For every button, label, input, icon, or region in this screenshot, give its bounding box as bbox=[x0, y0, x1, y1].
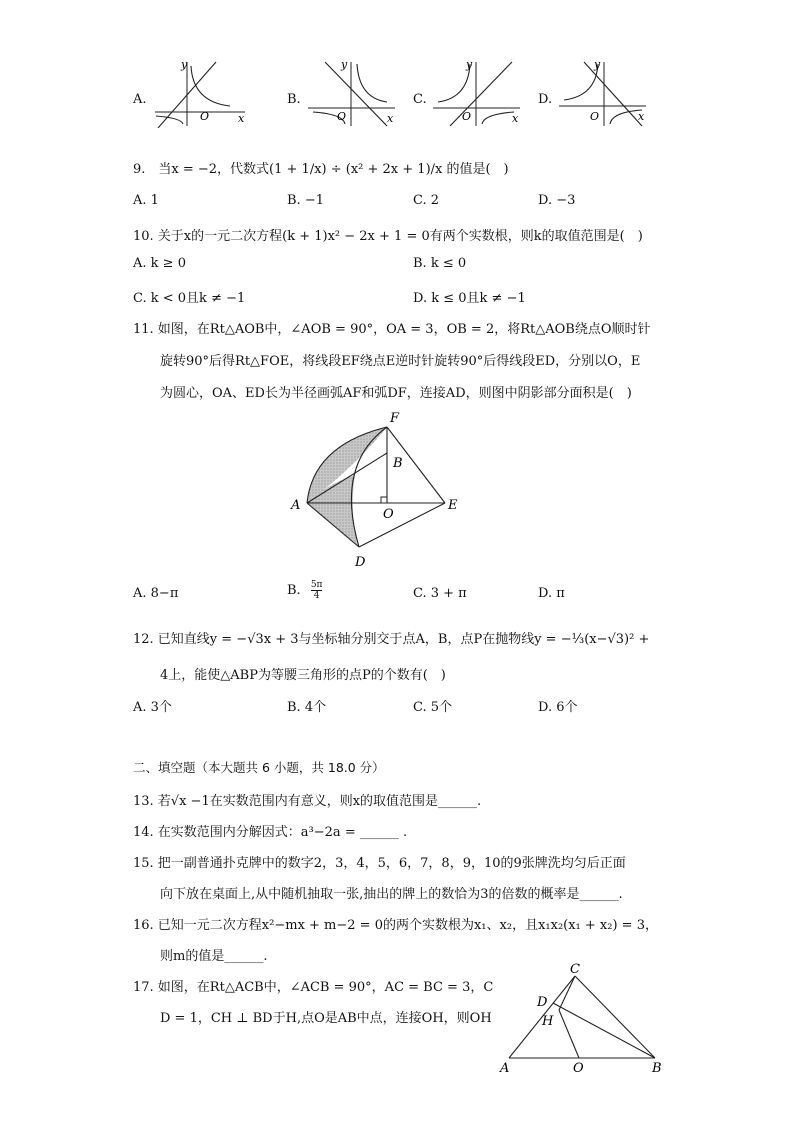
q17-label-d: D bbox=[537, 995, 548, 1010]
q8-a-origin-label: O bbox=[200, 110, 210, 123]
q11-figure bbox=[285, 405, 470, 575]
q8-c-origin-label: O bbox=[462, 110, 472, 123]
q12-option-a: A. 3个 bbox=[133, 700, 172, 715]
q10-option-d: D. k ≤ 0且k ≠ −1 bbox=[413, 291, 526, 306]
q17-figure bbox=[495, 962, 670, 1077]
q14-text: 14. 在实数范围内分解因式：a³−2a = ______ . bbox=[133, 825, 408, 840]
q8-option-b-label: B. bbox=[287, 92, 301, 107]
q8-c-x-axis-label: x bbox=[512, 112, 519, 125]
q10-option-b: B. k ≤ 0 bbox=[413, 256, 467, 271]
q12-line-2: 4上，能使△ABP为等腰三角形的点P的个数有( ) bbox=[160, 668, 446, 683]
q11-label-o: O bbox=[383, 507, 394, 522]
q12-option-b: B. 4个 bbox=[287, 700, 327, 715]
q11-line-2: 旋转90°后得Rt△FOE，将线段EF绕点E逆时针旋转90°后得线段ED，分别以O，E bbox=[160, 354, 641, 369]
q11-option-a: A. 8−π bbox=[133, 586, 179, 601]
q9-option-b: B. −1 bbox=[287, 193, 324, 208]
q16-line-2: 则m的值是______. bbox=[160, 949, 268, 964]
q11-option-b-denominator: 4 bbox=[313, 591, 320, 601]
q10-option-c: C. k < 0且k ≠ −1 bbox=[133, 291, 246, 306]
q8-d-x-axis-label: x bbox=[638, 110, 645, 123]
q11-label-f: F bbox=[390, 411, 400, 426]
q17-label-h: H bbox=[542, 1014, 554, 1029]
q8-graph-c bbox=[430, 58, 525, 128]
q9-stem: 9. 当x = −2，代数式(1 + 1/x) ÷ (x² + 2x + 1)/x 的值是( ) bbox=[133, 162, 509, 177]
section-2-title: 二、填空题（本大题共 6 小题，共 18.0 分） bbox=[133, 760, 385, 775]
q8-c-y-axis-label: y bbox=[466, 58, 473, 71]
q8-graph-a bbox=[150, 58, 250, 128]
q10-option-a: A. k ≥ 0 bbox=[133, 256, 186, 271]
q11-option-b-fraction bbox=[311, 580, 323, 601]
q15-line-2: 向下放在桌面上,从中随机抽取一张,抽出的牌上的数恰为3的倍数的概率是______. bbox=[160, 887, 623, 902]
q11-option-b-letter: B. bbox=[287, 583, 301, 598]
q11-label-d: D bbox=[355, 555, 366, 570]
q12-line-1: 12. 已知直线y = −√3x + 3与坐标轴分别交于点A，B，点P在抛物线y = −⅓(x−√3)² + bbox=[133, 632, 650, 647]
q11-line-3: 为圆心，OA、ED长为半径画弧AF和弧DF，连接AD，则图中阴影部分面积是( ) bbox=[160, 386, 632, 401]
q16-line-1: 16. 已知一元二次方程x²−mx + m−2 = 0的两个实数根为x₁、x₂，且x₁x₂(x₁ + x₂) = 3， bbox=[133, 918, 658, 933]
q11-option-d: D. π bbox=[538, 586, 565, 601]
q11-label-b: B bbox=[393, 456, 403, 471]
q11-option-b-numerator: 5π bbox=[310, 580, 323, 590]
q9-option-d: D. −3 bbox=[538, 193, 576, 208]
q17-label-c: C bbox=[570, 962, 580, 977]
q8-b-y-axis-label: y bbox=[341, 58, 348, 71]
q10-stem: 10. 关于x的一元二次方程(k + 1)x² − 2x + 1 = 0有两个实数根，则k的取值范围是( ) bbox=[133, 229, 643, 244]
q17-label-b: B bbox=[652, 1061, 662, 1076]
q8-option-d-label: D. bbox=[538, 92, 553, 107]
q8-d-origin-label: O bbox=[590, 110, 600, 123]
q12-option-d: D. 6个 bbox=[538, 700, 578, 715]
q11-label-e: E bbox=[448, 498, 458, 513]
q8-d-y-axis-label: y bbox=[594, 58, 601, 71]
q15-line-1: 15. 把一副普通扑克牌中的数字2，3，4，5，6，7，8，9，10的9张牌洗均匀后正面 bbox=[133, 856, 626, 871]
q8-option-c-label: C. bbox=[413, 92, 427, 107]
q8-b-origin-label: O bbox=[337, 110, 347, 123]
q11-option-b bbox=[287, 580, 322, 601]
q11-option-c: C. 3 + π bbox=[413, 586, 467, 601]
q8-a-y-axis-label: y bbox=[181, 58, 188, 71]
q9-option-a: A. 1 bbox=[133, 193, 159, 208]
q17-label-o: O bbox=[573, 1061, 584, 1076]
q17-line-1: 17. 如图，在Rt△ACB中，∠ACB = 90°，AC = BC = 3，C bbox=[133, 980, 494, 995]
q11-label-a: A bbox=[291, 498, 301, 513]
q17-label-a: A bbox=[500, 1061, 510, 1076]
q11-line-1: 11. 如图，在Rt△AOB中，∠AOB = 90°，OA = 3，OB = 2，将Rt△AOB绕点O顺时针 bbox=[133, 322, 651, 337]
q8-b-x-axis-label: x bbox=[387, 112, 394, 125]
q8-graph-b bbox=[305, 58, 400, 128]
q12-option-c: C. 5个 bbox=[413, 700, 453, 715]
q8-graph-d bbox=[556, 58, 651, 128]
q8-a-x-axis-label: x bbox=[238, 112, 245, 125]
q8-option-a-label: A. bbox=[133, 92, 147, 107]
q9-option-c: C. 2 bbox=[413, 193, 440, 208]
q17-line-2: D = 1，CH ⊥ BD于H,点O是AB中点，连接OH，则OH bbox=[160, 1011, 492, 1026]
q13-text: 13. 若√x −1在实数范围内有意义，则x的取值范围是______. bbox=[133, 794, 482, 809]
